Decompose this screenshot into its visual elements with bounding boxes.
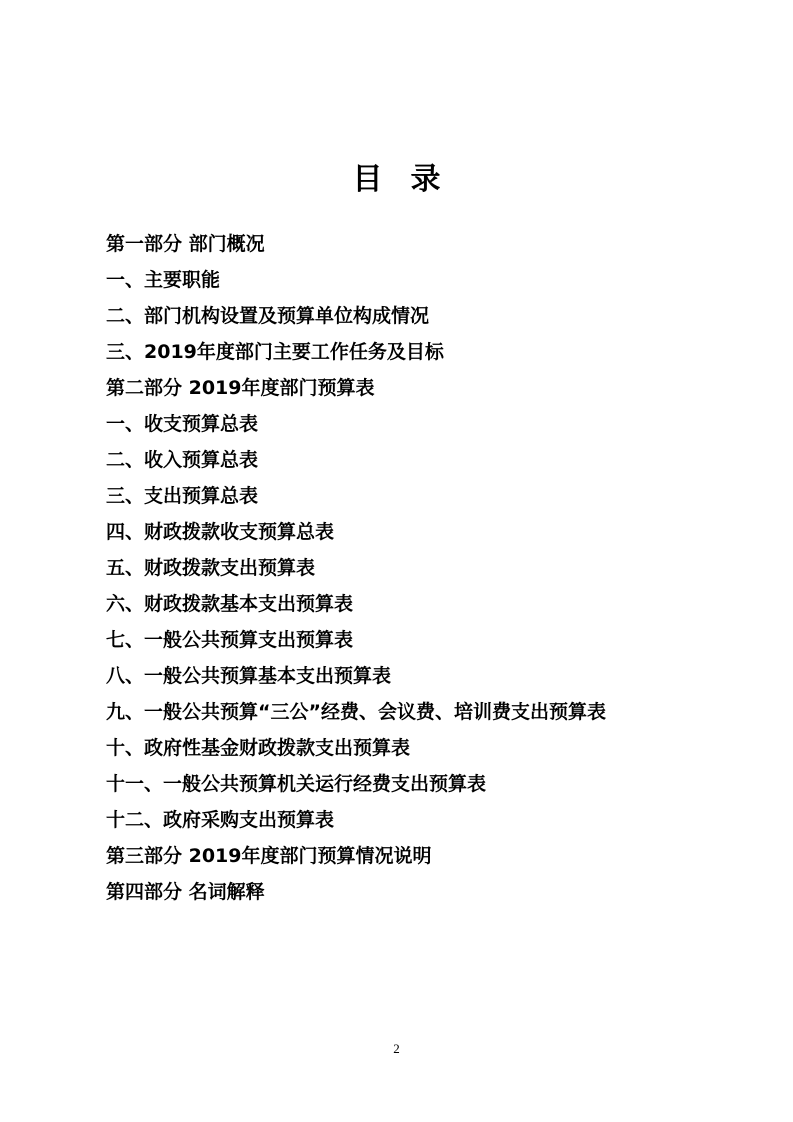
toc-item: 五、财政拨款支出预算表 <box>106 557 316 579</box>
toc-item-part-2: 第二部分 2019年度部门预算表 <box>106 377 375 399</box>
toc-item: 七、一般公共预算支出预算表 <box>106 629 354 651</box>
toc-item: 一、收支预算总表 <box>106 413 259 435</box>
toc-item: 二、收入预算总表 <box>106 449 259 471</box>
table-of-contents <box>106 226 746 910</box>
toc-item-part-4: 第四部分 名词解释 <box>106 881 265 903</box>
toc-item-part-3: 第三部分 2019年度部门预算情况说明 <box>106 845 432 867</box>
page-title: 目录 <box>352 162 469 197</box>
toc-item-part-1: 第一部分 部门概况 <box>106 233 265 255</box>
toc-item: 二、部门机构设置及预算单位构成情况 <box>106 305 430 327</box>
toc-item: 六、财政拨款基本支出预算表 <box>106 593 354 615</box>
toc-item: 十二、政府采购支出预算表 <box>106 809 335 831</box>
toc-item: 三、2019年度部门主要工作任务及目标 <box>106 341 444 363</box>
toc-item: 十、政府性基金财政拨款支出预算表 <box>106 737 411 759</box>
toc-item: 一、主要职能 <box>106 269 221 291</box>
toc-item: 三、支出预算总表 <box>106 485 259 507</box>
toc-item: 八、一般公共预算基本支出预算表 <box>106 665 392 687</box>
toc-item: 十一、一般公共预算机关运行经费支出预算表 <box>106 773 487 795</box>
toc-item: 九、一般公共预算“三公”经费、会议费、培训费支出预算表 <box>106 701 606 723</box>
toc-item: 四、财政拨款收支预算总表 <box>106 521 335 543</box>
page-number: 2 <box>393 1041 400 1056</box>
